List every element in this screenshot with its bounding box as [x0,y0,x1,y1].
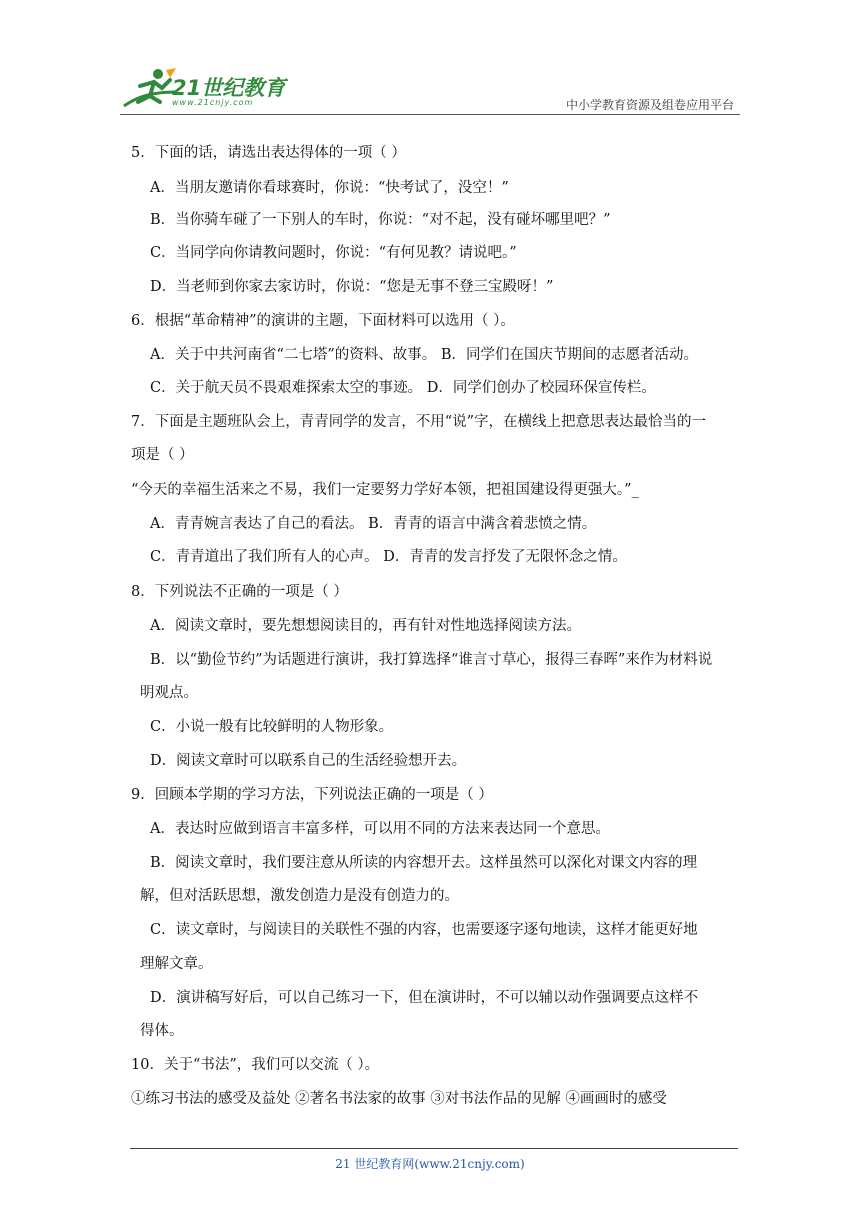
question-line: 项是（ ） [131,447,194,463]
option-line: B．当你骑车碰了一下别人的车时，你说：“对不起，没有碰坏哪里吧？” [150,212,611,228]
platform-name: 中小学教育资源及组卷应用平台 [565,98,734,112]
question-line: ①练习书法的感受及益处 ②著名书法家的故事 ③对书法作品的见解 ④画画时的感受 [131,1091,667,1107]
continuation-line: 得体。 [140,1023,184,1039]
continuation-line: 明观点。 [140,685,198,701]
logo-url: www.21cnjy.com [172,98,254,107]
continuation-line: 解，但对活跃思想，激发创造力是没有创造力的。 [140,888,459,904]
footer-divider [130,1148,738,1149]
option-line: A．阅读文章时，要先想想阅读目的，再有针对性地选择阅读方法。 [150,618,581,634]
option-line: A．青青婉言表达了自己的看法。 B．青青的语言中满含着悲愤之情。 [150,516,597,532]
option-line: D．演讲稿写好后，可以自己练习一下，但在演讲时，不可以辅以动作强调要点这样不 [150,990,699,1006]
question-line: 5．下面的话，请选出表达得体的一项（ ） [131,145,406,161]
option-line: C．读文章时，与阅读目的关联性不强的内容，也需要逐字逐句地读，这样才能更好地 [150,922,698,938]
option-line: C．当同学向你请教问题时，你说：“有何见教？请说吧。” [150,245,517,261]
option-line: A．表达时应做到语言丰富多样，可以用不同的方法来表达同一个意思。 [150,821,610,837]
question-line: 9．回顾本学期的学习方法，下列说法正确的一项是（ ） [131,787,493,803]
option-line: C．青青道出了我们所有人的心声。 D．青青的发言抒发了无限怀念之情。 [150,549,627,565]
question-line: 8．下列说法不正确的一项是（ ） [131,584,348,600]
option-line: A．当朋友邀请你看球赛时，你说：“快考试了，没空！” [150,180,509,196]
option-line: D．阅读文章时可以联系自己的生活经验想开去。 [150,753,467,769]
option-line: D．当老师到你家去家访时，你说：“您是无事不登三宝殿呀！” [150,279,554,295]
question-line: 7．下面是主题班队会上，青青同学的发言，不用“说”字，在横线上把意思表达最恰当的一 [131,414,707,430]
site-logo [120,62,320,116]
question-line: 10．关于“书法”，我们可以交流（ ）。 [131,1057,380,1073]
option-line: C．关于航天员不畏艰难探索太空的事迹。 D．同学们创办了校园环保宣传栏。 [150,380,656,396]
runner-icon [120,62,180,116]
question-line: 6．根据“革命精神”的演讲的主题，下面材料可以选用（ ）。 [131,313,515,329]
option-line: A．关于中共河南省“二七塔”的资料、故事。 B．同学们在国庆节期间的志愿者活动。 [150,347,699,363]
question-line: “今天的幸福生活来之不易，我们一定要努力学好本领，把祖国建设得更强大。”_ [131,482,639,498]
option-line: C．小说一般有比较鲜明的人物形象。 [150,719,394,735]
continuation-line: 理解文章。 [140,956,213,972]
option-line: B．以“勤俭节约”为话题进行演讲，我打算选择“谁言寸草心，报得三春晖”来作为材料说 [150,652,713,668]
option-line: B．阅读文章时，我们要注意从所读的内容想开去。这样虽然可以深化对课文内容的理 [150,855,698,871]
header-divider [120,114,740,115]
page-footer: 21 世纪教育网(www.21cnjy.com) [335,1157,525,1171]
page-header [120,62,740,118]
logo-text: 21世纪教育 [172,76,286,100]
